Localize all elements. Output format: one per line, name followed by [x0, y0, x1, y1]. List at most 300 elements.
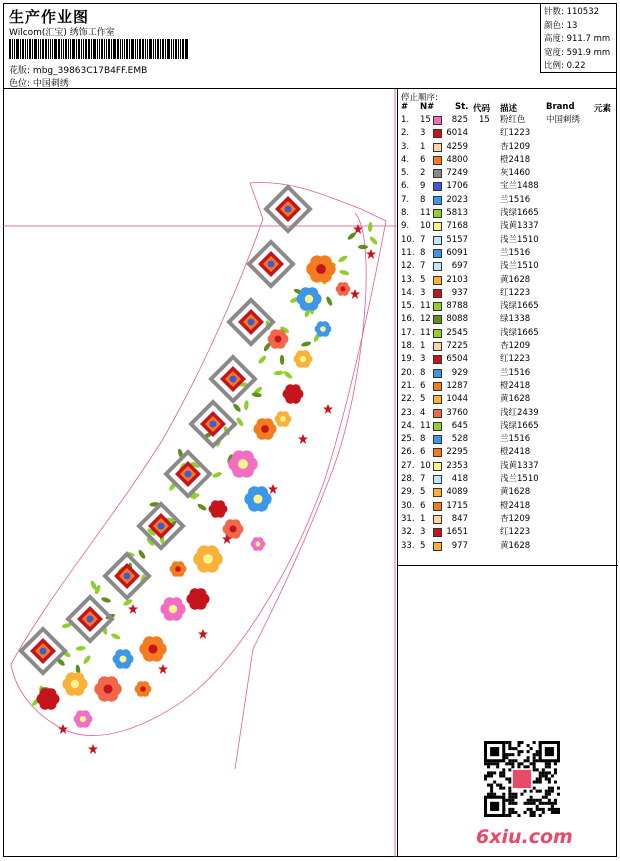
stop-row: [400, 393, 614, 406]
stitch-count-cell: 7249: [446, 168, 468, 179]
qr-module: [514, 802, 517, 805]
barcode-bar: [124, 39, 125, 59]
barcode-bar: [173, 39, 174, 59]
qr-module: [530, 814, 533, 817]
needle-number: 3: [420, 287, 426, 298]
stitch-count-cell: 3760: [446, 407, 468, 418]
qr-module: [487, 774, 490, 777]
flower-center: [215, 506, 221, 512]
qr-module: [505, 814, 508, 817]
qr-module: [508, 814, 511, 817]
qr-module: [517, 750, 520, 753]
color-swatch: [433, 169, 442, 178]
needle-number: 6: [420, 154, 426, 165]
stitch-count-cell: 1651: [446, 527, 468, 538]
qr-module: [493, 762, 496, 765]
barcode-bar: [81, 39, 82, 59]
thread-description: 兰1516: [500, 247, 531, 258]
qr-module: [508, 799, 511, 802]
qr-module: [505, 777, 508, 780]
qr-module: [545, 777, 548, 780]
barcode-bar: [111, 39, 112, 59]
qr-module: [496, 765, 499, 768]
needle-number: 1: [420, 341, 426, 352]
barcode-bar: [120, 39, 121, 59]
qr-module: [484, 777, 487, 780]
qr-module: [514, 747, 517, 750]
barcode-bar: [104, 39, 105, 59]
barcode-bar: [68, 39, 69, 59]
qr-module: [508, 753, 511, 756]
qr-module: [551, 774, 554, 777]
qr-module: [551, 787, 554, 790]
barcode-bar: [42, 39, 44, 59]
barcode-bar: [29, 39, 31, 59]
qr-module: [536, 808, 539, 811]
qr-module: [536, 759, 539, 762]
qr-module: [511, 802, 514, 805]
stop-row: [400, 127, 614, 140]
qr-module: [557, 808, 560, 811]
qr-module: [554, 811, 557, 814]
thread-description: 粉红色: [500, 115, 526, 125]
thread-description: 黄1628: [500, 487, 531, 498]
thread-description: 橙2418: [500, 447, 531, 458]
thread-description: 浅黄1337: [500, 460, 539, 471]
diamond-center: [210, 421, 217, 428]
flower-center: [275, 336, 282, 343]
qr-module: [490, 774, 493, 777]
qr-module: [527, 765, 530, 768]
qr-module: [548, 790, 551, 793]
color-label: 色位:: [9, 79, 31, 89]
stop-row: [400, 540, 614, 553]
color-swatch: [433, 515, 442, 524]
qr-module: [511, 799, 514, 802]
qr-module: [536, 799, 539, 802]
stop-row: [400, 114, 614, 127]
stitch-count-cell: 6504: [446, 354, 468, 365]
qr-module: [496, 784, 499, 787]
qr-module: [505, 756, 508, 759]
qr-module: [490, 793, 493, 796]
stop-row: [400, 367, 614, 380]
leaf: [232, 403, 242, 413]
qr-module: [530, 811, 533, 814]
col-brand: Brand: [546, 102, 575, 112]
qr-module: [487, 771, 490, 774]
needle-number: 11: [420, 327, 431, 338]
barcode-bar: [25, 39, 26, 59]
qr-module: [554, 771, 557, 774]
qr-module: [511, 753, 514, 756]
flower-center: [71, 680, 79, 688]
stop-sequence-panel: [397, 89, 617, 857]
star-motif: [128, 604, 138, 614]
stop-row: [400, 420, 614, 433]
thread-description: 兰1516: [500, 434, 531, 445]
flower-center: [80, 716, 86, 722]
stop-index: 10.: [401, 234, 415, 245]
stop-row: [400, 380, 614, 393]
qr-module: [508, 781, 511, 784]
qr-module: [530, 790, 533, 793]
stats-box: [540, 3, 617, 73]
qr-module: [493, 793, 496, 796]
header: [3, 3, 617, 89]
star-motif: [323, 404, 333, 414]
stop-index: 22.: [401, 394, 415, 405]
color-swatch: [433, 409, 442, 418]
diamond-center: [285, 206, 292, 213]
qr-module: [530, 799, 533, 802]
qr-module: [530, 796, 533, 799]
qr-module: [524, 811, 527, 814]
stop-index: 27.: [401, 460, 415, 471]
stop-row: [400, 207, 614, 220]
needle-number: 10: [420, 460, 431, 471]
qr-finder-core: [490, 802, 499, 811]
flower-center: [320, 326, 326, 332]
qr-module: [514, 811, 517, 814]
qr-module: [505, 741, 508, 744]
qr-module: [484, 774, 487, 777]
stitch-count-cell: 2023: [446, 194, 468, 205]
leaf: [244, 400, 249, 410]
qr-module: [530, 762, 533, 765]
thread-description: 浅绿1665: [500, 420, 539, 431]
stop-index: 30.: [401, 500, 415, 511]
diamond-center: [185, 471, 192, 478]
barcode-bar: [175, 39, 177, 59]
embroidery-artwork: [3, 89, 397, 857]
stop-index: 31.: [401, 513, 415, 524]
diamond-center: [248, 319, 255, 326]
color-value: 中国刺绣: [32, 79, 69, 89]
star-motif: [88, 744, 98, 754]
qr-module: [499, 784, 502, 787]
qr-module: [545, 765, 548, 768]
qr-module: [502, 774, 505, 777]
stop-index: 8.: [401, 208, 410, 219]
qr-module: [548, 771, 551, 774]
star-motif: [158, 664, 168, 674]
panel-divider: [398, 565, 618, 566]
thread-description: 浅兰1510: [500, 474, 539, 485]
qr-module: [508, 777, 511, 780]
file-name: mbg_39863C17B4FF.EMB: [32, 66, 148, 76]
leaf: [82, 654, 92, 665]
flower-center: [44, 695, 52, 703]
barcode-bar: [45, 39, 47, 59]
color-swatch: [433, 395, 442, 404]
barcode-bar: [126, 39, 128, 59]
stitch-count-cell: 825: [451, 115, 468, 125]
diamond-center: [87, 616, 94, 623]
qr-module: [551, 811, 554, 814]
qr-module: [493, 771, 496, 774]
needle-number: 5: [420, 274, 426, 285]
qr-module: [548, 793, 551, 796]
leaf: [101, 596, 112, 603]
stitch-count-cell: 2545: [446, 327, 468, 338]
leaf: [76, 646, 86, 651]
qr-module: [536, 750, 539, 753]
needle-number: 8: [420, 194, 426, 205]
barcode-bar: [20, 39, 21, 59]
stop-index: 23.: [401, 407, 415, 418]
stop-index: 14.: [401, 287, 415, 298]
stop-row: [400, 486, 614, 499]
color-swatch: [433, 302, 442, 311]
needle-number: 3: [420, 354, 426, 365]
qr-module: [527, 759, 530, 762]
color-swatch: [433, 209, 442, 218]
barcode-bar: [171, 39, 172, 59]
barcode-bar: [101, 39, 103, 59]
qr-module: [542, 771, 545, 774]
thread-description: 兰1516: [500, 367, 531, 378]
needle-number: 5: [420, 540, 426, 551]
stitch-count-cell: 4089: [446, 487, 468, 498]
stitch-count: 针数: 110532: [544, 7, 600, 17]
stitch-count-cell: 645: [451, 420, 468, 431]
qr-module: [536, 777, 539, 780]
design-height: 高度: 911.7 mm: [544, 34, 611, 44]
leaf: [280, 355, 285, 365]
stop-index: 18.: [401, 341, 415, 352]
qr-module: [551, 790, 554, 793]
stop-index: 28.: [401, 474, 415, 485]
design-preview: [3, 89, 397, 857]
diamond-center: [158, 523, 165, 530]
qr-module: [545, 793, 548, 796]
qr-module: [545, 774, 548, 777]
barcode-bar: [83, 39, 84, 59]
stop-row: [400, 433, 614, 446]
stop-row: [400, 154, 614, 167]
barcode-bar: [48, 39, 49, 59]
star-motif: [298, 434, 308, 444]
qr-module: [539, 774, 542, 777]
thread-description: 绿1338: [500, 314, 531, 325]
stop-index: 33.: [401, 540, 415, 551]
qr-module: [542, 774, 545, 777]
color-swatch: [433, 315, 442, 324]
qr-module: [514, 759, 517, 762]
barcode-bar: [99, 39, 100, 59]
stitch-count-cell: 5157: [446, 234, 468, 245]
color-swatch: [433, 143, 442, 152]
qr-module: [533, 811, 536, 814]
color-count: 颜色: 13: [544, 20, 578, 31]
barcode-bar: [70, 39, 71, 59]
needle-number: 7: [420, 234, 426, 245]
qr-module: [487, 784, 490, 787]
leaf: [337, 254, 348, 263]
thread-description: 红1223: [500, 128, 531, 139]
stitch-count-cell: 937: [451, 287, 468, 298]
qr-module: [502, 771, 505, 774]
color-swatch: [433, 196, 442, 205]
color-swatch: [433, 369, 442, 378]
needle-number: 4: [420, 407, 426, 418]
needle-number: 6: [420, 447, 426, 458]
barcode-bar: [88, 39, 90, 59]
barcode-bar: [40, 39, 41, 59]
stop-row: [400, 287, 614, 300]
qr-module: [511, 811, 514, 814]
file-line: [9, 63, 147, 76]
flower-center: [238, 459, 248, 469]
needle-number: 6: [420, 500, 426, 511]
barcode-bar: [9, 39, 11, 59]
qr-module: [508, 741, 511, 744]
needle-number: 8: [420, 367, 426, 378]
barcode-bar: [139, 39, 141, 59]
stop-sequence-heading: 停止顺序:: [401, 93, 438, 103]
stop-row: [400, 247, 614, 260]
barcode-bar: [142, 39, 144, 59]
qr-module: [533, 787, 536, 790]
stop-row: [400, 513, 614, 526]
flower-center: [148, 644, 157, 653]
qr-module: [499, 787, 502, 790]
stop-row: [400, 473, 614, 486]
flower-center: [169, 605, 177, 613]
leaf: [325, 296, 333, 307]
barcode: [9, 39, 237, 59]
qr-module: [524, 790, 527, 793]
qr-module: [505, 753, 508, 756]
qr-module: [514, 796, 517, 799]
thread-description: 橙2418: [500, 500, 531, 511]
stop-index: 20.: [401, 367, 415, 378]
color-swatch: [433, 475, 442, 484]
col-needle: N#: [420, 102, 435, 112]
qr-module: [545, 762, 548, 765]
color-swatch: [433, 462, 442, 471]
stop-row: [400, 180, 614, 193]
color-swatch: [433, 129, 442, 138]
needle-number: 6: [420, 380, 426, 391]
qr-module: [533, 753, 536, 756]
thread-description: 浅绿1665: [500, 301, 539, 312]
barcode-bar: [54, 39, 57, 59]
barcode-bar: [108, 39, 110, 59]
stitch-count-cell: 6091: [446, 247, 468, 258]
color-position-line: [9, 76, 69, 89]
color-swatch: [433, 116, 442, 125]
flower-center: [203, 554, 213, 564]
diamond-center: [40, 648, 47, 655]
stitch-count-cell: 7225: [446, 341, 468, 352]
flower-center: [305, 295, 313, 303]
leaf: [212, 471, 223, 479]
stop-row: [400, 313, 614, 326]
flower-center: [300, 356, 306, 362]
qr-module: [508, 759, 511, 762]
stop-index: 2.: [401, 128, 410, 139]
barcode-bar: [149, 39, 152, 59]
needle-number: 1: [420, 513, 426, 524]
qr-module: [508, 793, 511, 796]
stitch-count-cell: 8788: [446, 301, 468, 312]
barcode-bar: [185, 39, 188, 59]
barcode-bar: [106, 39, 107, 59]
qr-module: [487, 765, 490, 768]
stop-row: [400, 194, 614, 207]
star-motif: [350, 289, 360, 299]
barcode-bar: [85, 39, 87, 59]
leaf: [274, 370, 284, 376]
qr-module: [508, 802, 511, 805]
barcode-bar: [38, 39, 39, 59]
barcode-bar: [97, 39, 98, 59]
thread-description: 浅红2439: [500, 407, 539, 418]
qr-module: [533, 768, 536, 771]
barcode-bar: [135, 39, 136, 59]
barcode-bar: [52, 39, 53, 59]
qr-module: [533, 814, 536, 817]
barcode-bar: [155, 39, 156, 59]
stop-index: 19.: [401, 354, 415, 365]
qr-module: [508, 768, 511, 771]
qr-module: [484, 762, 487, 765]
stitch-count-cell: 697: [451, 261, 468, 272]
color-swatch: [433, 222, 442, 231]
qr-module: [517, 744, 520, 747]
stitch-count-cell: 7168: [446, 221, 468, 232]
qr-module: [554, 781, 557, 784]
stitch-count-cell: 2295: [446, 447, 468, 458]
stop-index: 17.: [401, 327, 415, 338]
stop-index: 26.: [401, 447, 415, 458]
flower-center: [140, 686, 146, 692]
color-swatch: [433, 355, 442, 364]
qr-module: [542, 811, 545, 814]
stop-row: [400, 526, 614, 539]
thread-description: 浅绿1665: [500, 208, 539, 219]
needle-number: 3: [420, 128, 426, 139]
qr-module: [530, 808, 533, 811]
qr-module: [511, 762, 514, 765]
qr-module: [502, 793, 505, 796]
qr-module: [536, 753, 539, 756]
thread-description: 浅黄1337: [500, 221, 539, 232]
stop-row: [400, 327, 614, 340]
color-swatch: [433, 435, 442, 444]
color-swatch: [433, 182, 442, 191]
diamond-center: [230, 376, 237, 383]
qr-module: [536, 768, 539, 771]
barcode-bar: [50, 39, 51, 59]
qr-module: [511, 747, 514, 750]
thread-description: 橙2418: [500, 154, 531, 165]
color-swatch: [433, 249, 442, 258]
qr-module: [487, 762, 490, 765]
stop-row: [400, 446, 614, 459]
qr-module: [517, 741, 520, 744]
qr-module: [527, 744, 530, 747]
stop-row: [400, 460, 614, 473]
qr-module: [508, 808, 511, 811]
color-swatch: [433, 289, 442, 298]
needle-number: 11: [420, 420, 431, 431]
qr-module: [554, 799, 557, 802]
needle-number: 3: [420, 527, 426, 538]
leaf: [283, 370, 293, 380]
